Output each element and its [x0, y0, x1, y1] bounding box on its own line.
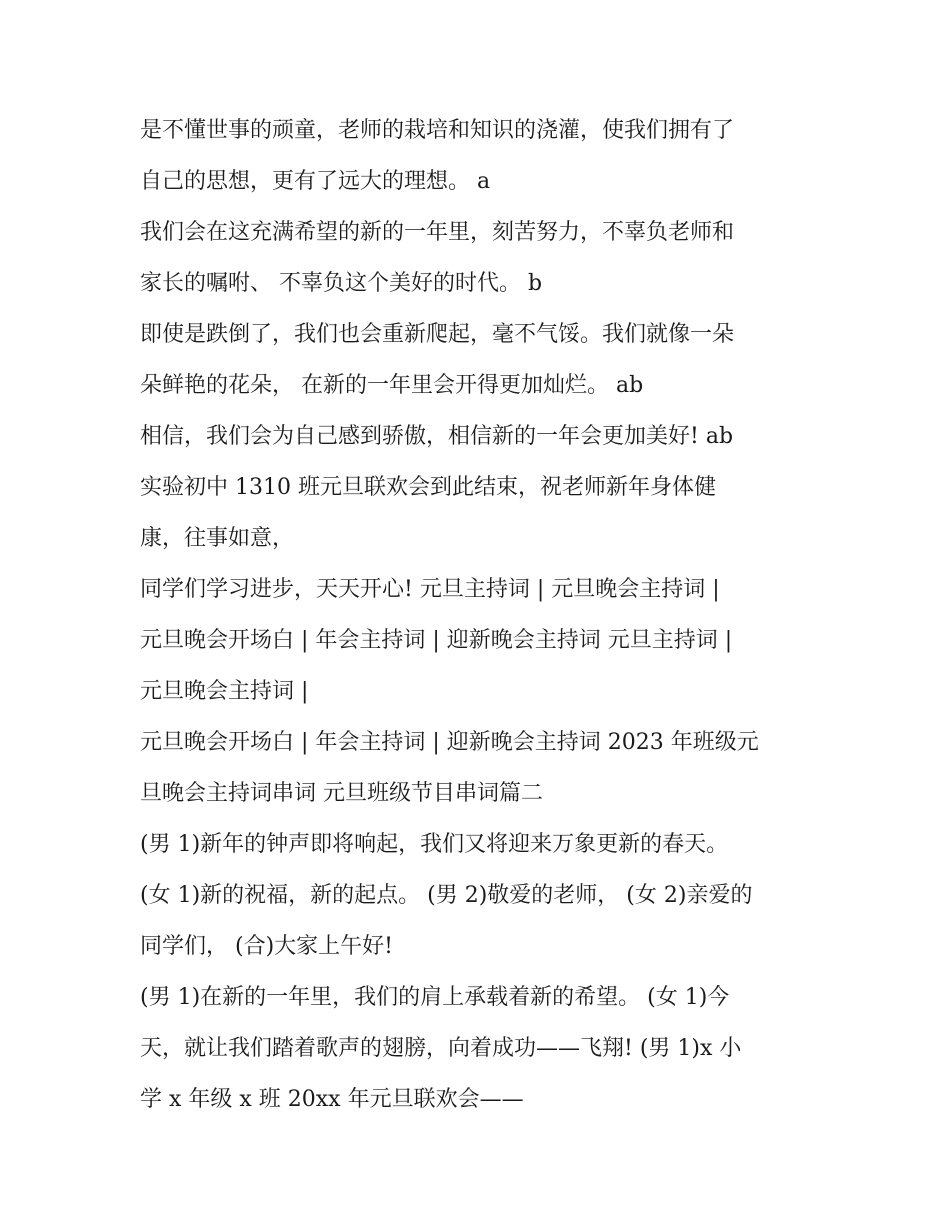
text-line: 元旦晚会主持词 | — [140, 679, 309, 704]
text-line: (女 1)新的祝福，新的起点。 (男 2)敬爱的老师， (女 2)亲爱的 — [140, 883, 753, 908]
text-line: 学 x 年级 x 班 20xx 年元旦联欢会—— — [140, 1087, 524, 1112]
text-line: 同学们， (合)大家上午好! — [140, 934, 394, 959]
text-line: (男 1)新年的钟声即将响起，我们又将迎来万象更新的春天。 — [140, 832, 729, 857]
text-line: 同学们学习进步，天天开心! 元旦主持词 | 元旦晚会主持词 | — [140, 577, 720, 602]
text-line: 是不懂世事的顽童，老师的栽培和知识的浇灌，使我们拥有了 — [140, 118, 735, 143]
text-line: 相信，我们会为自己感到骄傲，相信新的一年会更加美好! ab — [140, 424, 734, 449]
text-line: 元旦晚会开场白 | 年会主持词 | 迎新晚会主持词 2023 年班级元 — [140, 730, 759, 755]
text-line: 旦晚会主持词串词 元旦班级节目串词篇二 — [140, 781, 543, 806]
text-line: 康，往事如意， — [140, 526, 295, 551]
text-line: 元旦晚会开场白 | 年会主持词 | 迎新晚会主持词 元旦主持词 | — [140, 628, 733, 653]
text-line: 天，就让我们踏着歌声的翅膀，向着成功——飞翔! (男 1)x 小 — [140, 1036, 742, 1061]
text-line: (男 1)在新的一年里，我们的肩上承载着新的希望。 (女 1)今 — [140, 985, 730, 1010]
text-line: 家长的嘱咐、 不辜负这个美好的时代。 b — [140, 271, 543, 296]
body-text — [140, 105, 830, 1125]
text-line: 自己的思想，更有了远大的理想。 a — [140, 169, 491, 194]
text-line: 朵鲜艳的花朵， 在新的一年里会开得更加灿烂。 ab — [140, 373, 644, 398]
text-line: 实验初中 1310 班元旦联欢会到此结束，祝老师新年身体健 — [140, 475, 716, 500]
text-line: 即使是跌倒了，我们也会重新爬起，毫不气馁。我们就像一朵 — [140, 322, 735, 347]
text-line: 我们会在这充满希望的新的一年里，刻苦努力，不辜负老师和 — [140, 220, 735, 245]
